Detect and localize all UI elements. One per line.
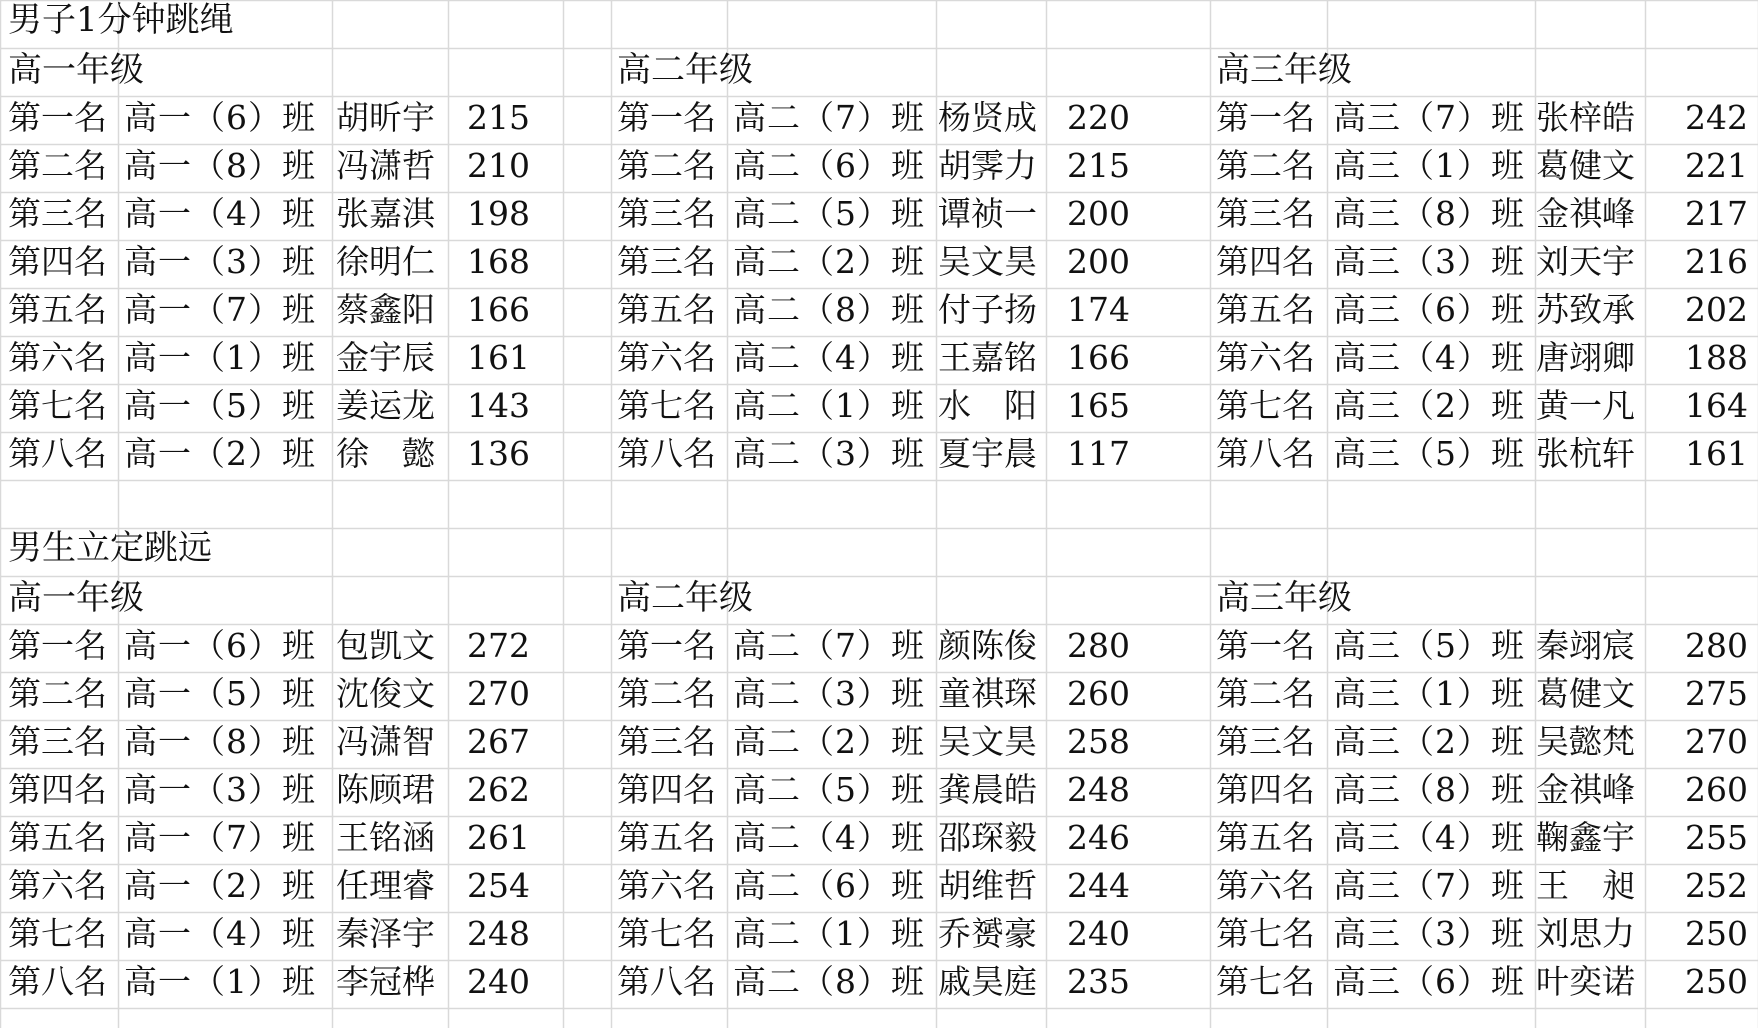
student-name-cell: 童祺琛	[938, 674, 1037, 713]
student-name-cell: 蔡鑫阳	[336, 290, 435, 329]
class-cell: 高一（8）班	[124, 146, 316, 185]
student-name-cell: 秦泽宇	[336, 914, 435, 953]
student-name-cell: 姜运龙	[336, 386, 435, 425]
rank-cell: 第二名	[1216, 674, 1315, 713]
student-name-cell: 张梓皓	[1536, 98, 1635, 137]
class-cell: 高二（1）班	[733, 386, 925, 425]
score-cell: 267	[467, 722, 530, 761]
class-cell: 高二（4）班	[733, 818, 925, 857]
class-cell: 高一（8）班	[124, 722, 316, 761]
class-cell: 高一（4）班	[124, 914, 316, 953]
score-cell: 261	[467, 818, 530, 857]
score-cell: 242	[1685, 98, 1748, 137]
class-cell: 高二（2）班	[733, 722, 925, 761]
score-cell: 164	[1685, 386, 1748, 425]
class-cell: 高三（4）班	[1333, 338, 1525, 377]
rank-cell: 第三名	[1216, 194, 1315, 233]
rank-cell: 第二名	[1216, 146, 1315, 185]
student-name-cell: 吴懿梵	[1536, 722, 1635, 761]
score-cell: 166	[467, 290, 530, 329]
student-name-cell: 颜陈俊	[938, 626, 1037, 665]
rank-cell: 第六名	[1216, 866, 1315, 905]
score-cell: 161	[1685, 434, 1748, 473]
score-cell: 165	[1067, 386, 1130, 425]
student-name-cell: 任理睿	[336, 866, 435, 905]
student-name-cell: 刘天宇	[1536, 242, 1635, 281]
score-cell: 220	[1067, 98, 1130, 137]
rank-cell: 第八名	[8, 434, 107, 473]
class-cell: 高一（2）班	[124, 434, 316, 473]
class-cell: 高二（6）班	[733, 146, 925, 185]
score-cell: 200	[1067, 194, 1130, 233]
class-cell: 高一（5）班	[124, 386, 316, 425]
rank-cell: 第三名	[8, 194, 107, 233]
class-cell: 高二（3）班	[733, 434, 925, 473]
score-cell: 262	[467, 770, 530, 809]
student-name-cell: 胡维哲	[938, 866, 1037, 905]
score-cell: 217	[1685, 194, 1748, 233]
student-name-cell: 沈俊文	[336, 674, 435, 713]
score-cell: 254	[467, 866, 530, 905]
student-name-cell: 胡昕宇	[336, 98, 435, 137]
student-name-cell: 乔赟豪	[938, 914, 1037, 953]
rank-cell: 第六名	[617, 866, 716, 905]
student-name-cell: 苏致承	[1536, 290, 1635, 329]
score-cell: 216	[1685, 242, 1748, 281]
rank-cell: 第七名	[1216, 914, 1315, 953]
score-cell: 168	[467, 242, 530, 281]
student-name-cell: 吴文昊	[938, 242, 1037, 281]
rank-cell: 第七名	[1216, 386, 1315, 425]
student-name-cell: 吴文昊	[938, 722, 1037, 761]
student-name-cell: 唐翊卿	[1536, 338, 1635, 377]
rank-cell: 第一名	[617, 626, 716, 665]
student-name-cell: 金祺峰	[1536, 770, 1635, 809]
score-cell: 244	[1067, 866, 1130, 905]
rank-cell: 第六名	[617, 338, 716, 377]
student-name-cell: 王嘉铭	[938, 338, 1037, 377]
class-cell: 高一（6）班	[124, 626, 316, 665]
class-cell: 高一（5）班	[124, 674, 316, 713]
rank-cell: 第一名	[1216, 98, 1315, 137]
student-name-cell: 李冠桦	[336, 962, 435, 1001]
class-cell: 高三（3）班	[1333, 914, 1525, 953]
score-cell: 240	[1067, 914, 1130, 953]
score-cell: 260	[1685, 770, 1748, 809]
score-cell: 188	[1685, 338, 1748, 377]
student-name-cell: 徐 懿	[336, 434, 435, 473]
student-name-cell: 戚昊庭	[938, 962, 1037, 1001]
class-cell: 高一（2）班	[124, 866, 316, 905]
score-cell: 270	[1685, 722, 1748, 761]
rank-cell: 第八名	[8, 962, 107, 1001]
class-cell: 高二（8）班	[733, 290, 925, 329]
score-cell: 166	[1067, 338, 1130, 377]
rank-cell: 第二名	[617, 146, 716, 185]
class-cell: 高一（7）班	[124, 818, 316, 857]
rank-cell: 第三名	[1216, 722, 1315, 761]
rank-cell: 第六名	[1216, 338, 1315, 377]
rank-cell: 第四名	[1216, 770, 1315, 809]
score-cell: 272	[467, 626, 530, 665]
student-name-cell: 王 昶	[1536, 866, 1635, 905]
rank-cell: 第八名	[617, 434, 716, 473]
class-cell: 高三（5）班	[1333, 434, 1525, 473]
student-name-cell: 谭祯一	[938, 194, 1037, 233]
rank-cell: 第四名	[617, 770, 716, 809]
student-name-cell: 刘思力	[1536, 914, 1635, 953]
grade-header: 高三年级	[1216, 50, 1352, 90]
class-cell: 高二（1）班	[733, 914, 925, 953]
class-cell: 高一（6）班	[124, 98, 316, 137]
rank-cell: 第五名	[8, 290, 107, 329]
score-cell: 250	[1685, 962, 1748, 1001]
class-cell: 高三（8）班	[1333, 770, 1525, 809]
score-cell: 258	[1067, 722, 1130, 761]
rank-cell: 第七名	[8, 386, 107, 425]
class-cell: 高一（1）班	[124, 962, 316, 1001]
score-cell: 270	[467, 674, 530, 713]
score-cell: 161	[467, 338, 530, 377]
student-name-cell: 金祺峰	[1536, 194, 1635, 233]
section-title: 男子1分钟跳绳	[8, 0, 234, 40]
class-cell: 高一（1）班	[124, 338, 316, 377]
rank-cell: 第七名	[1216, 962, 1315, 1001]
class-cell: 高三（2）班	[1333, 386, 1525, 425]
student-name-cell: 杨贤成	[938, 98, 1037, 137]
score-cell: 250	[1685, 914, 1748, 953]
score-cell: 200	[1067, 242, 1130, 281]
score-cell: 275	[1685, 674, 1748, 713]
class-cell: 高三（6）班	[1333, 962, 1525, 1001]
class-cell: 高三（5）班	[1333, 626, 1525, 665]
rank-cell: 第五名	[1216, 818, 1315, 857]
rank-cell: 第八名	[617, 962, 716, 1001]
score-cell: 280	[1685, 626, 1748, 665]
score-cell: 136	[467, 434, 530, 473]
class-cell: 高一（3）班	[124, 242, 316, 281]
student-name-cell: 付子扬	[938, 290, 1037, 329]
rank-cell: 第二名	[8, 674, 107, 713]
rank-cell: 第一名	[8, 626, 107, 665]
student-name-cell: 张嘉淇	[336, 194, 435, 233]
score-cell: 117	[1067, 434, 1130, 473]
student-name-cell: 葛健文	[1536, 674, 1635, 713]
rank-cell: 第五名	[8, 818, 107, 857]
rank-cell: 第七名	[617, 386, 716, 425]
student-name-cell: 张杭轩	[1536, 434, 1635, 473]
score-cell: 246	[1067, 818, 1130, 857]
grade-header: 高一年级	[8, 50, 144, 90]
rank-cell: 第三名	[617, 722, 716, 761]
rank-cell: 第一名	[8, 98, 107, 137]
score-cell: 248	[1067, 770, 1130, 809]
class-cell: 高二（7）班	[733, 98, 925, 137]
student-name-cell: 秦翊宸	[1536, 626, 1635, 665]
rank-cell: 第六名	[8, 338, 107, 377]
class-cell: 高二（3）班	[733, 674, 925, 713]
class-cell: 高二（6）班	[733, 866, 925, 905]
score-cell: 210	[467, 146, 530, 185]
class-cell: 高三（7）班	[1333, 866, 1525, 905]
rank-cell: 第三名	[617, 242, 716, 281]
student-name-cell: 徐明仁	[336, 242, 435, 281]
rank-cell: 第四名	[1216, 242, 1315, 281]
class-cell: 高二（5）班	[733, 194, 925, 233]
class-cell: 高二（8）班	[733, 962, 925, 1001]
class-cell: 高二（5）班	[733, 770, 925, 809]
rank-cell: 第七名	[8, 914, 107, 953]
rank-cell: 第二名	[617, 674, 716, 713]
rank-cell: 第八名	[1216, 434, 1315, 473]
class-cell: 高三（8）班	[1333, 194, 1525, 233]
rank-cell: 第一名	[1216, 626, 1315, 665]
rank-cell: 第三名	[8, 722, 107, 761]
rank-cell: 第二名	[8, 146, 107, 185]
student-name-cell: 金宇辰	[336, 338, 435, 377]
class-cell: 高一（3）班	[124, 770, 316, 809]
score-cell: 280	[1067, 626, 1130, 665]
rank-cell: 第四名	[8, 242, 107, 281]
rank-cell: 第五名	[617, 818, 716, 857]
class-cell: 高二（4）班	[733, 338, 925, 377]
student-name-cell: 夏宇晨	[938, 434, 1037, 473]
score-cell: 215	[467, 98, 530, 137]
student-name-cell: 陈顾珺	[336, 770, 435, 809]
rank-cell: 第五名	[1216, 290, 1315, 329]
student-name-cell: 叶奕诺	[1536, 962, 1635, 1001]
class-cell: 高一（4）班	[124, 194, 316, 233]
rank-cell: 第一名	[617, 98, 716, 137]
grade-header: 高三年级	[1216, 578, 1352, 618]
class-cell: 高三（7）班	[1333, 98, 1525, 137]
score-cell: 252	[1685, 866, 1748, 905]
class-cell: 高三（1）班	[1333, 674, 1525, 713]
score-cell: 255	[1685, 818, 1748, 857]
score-cell: 240	[467, 962, 530, 1001]
student-name-cell: 黄一凡	[1536, 386, 1635, 425]
section-title: 男生立定跳远	[8, 528, 212, 568]
student-name-cell: 龚晨皓	[938, 770, 1037, 809]
score-cell: 215	[1067, 146, 1130, 185]
student-name-cell: 冯潇哲	[336, 146, 435, 185]
class-cell: 高三（6）班	[1333, 290, 1525, 329]
student-name-cell: 水 阳	[938, 386, 1037, 425]
rank-cell: 第六名	[8, 866, 107, 905]
class-cell: 高三（1）班	[1333, 146, 1525, 185]
class-cell: 高二（7）班	[733, 626, 925, 665]
class-cell: 高三（3）班	[1333, 242, 1525, 281]
grade-header: 高二年级	[617, 50, 753, 90]
student-name-cell: 葛健文	[1536, 146, 1635, 185]
score-cell: 260	[1067, 674, 1130, 713]
rank-cell: 第五名	[617, 290, 716, 329]
score-cell: 143	[467, 386, 530, 425]
student-name-cell: 包凯文	[336, 626, 435, 665]
student-name-cell: 王铭涵	[336, 818, 435, 857]
score-cell: 174	[1067, 290, 1130, 329]
score-cell: 198	[467, 194, 530, 233]
rank-cell: 第三名	[617, 194, 716, 233]
rank-cell: 第七名	[617, 914, 716, 953]
score-cell: 202	[1685, 290, 1748, 329]
score-cell: 221	[1685, 146, 1748, 185]
score-cell: 235	[1067, 962, 1130, 1001]
class-cell: 高二（2）班	[733, 242, 925, 281]
student-name-cell: 胡霁力	[938, 146, 1037, 185]
score-cell: 248	[467, 914, 530, 953]
rank-cell: 第四名	[8, 770, 107, 809]
student-name-cell: 冯潇智	[336, 722, 435, 761]
class-cell: 高一（7）班	[124, 290, 316, 329]
student-name-cell: 邵琛毅	[938, 818, 1037, 857]
grade-header: 高一年级	[8, 578, 144, 618]
grade-header: 高二年级	[617, 578, 753, 618]
student-name-cell: 鞠鑫宇	[1536, 818, 1635, 857]
class-cell: 高三（4）班	[1333, 818, 1525, 857]
class-cell: 高三（2）班	[1333, 722, 1525, 761]
